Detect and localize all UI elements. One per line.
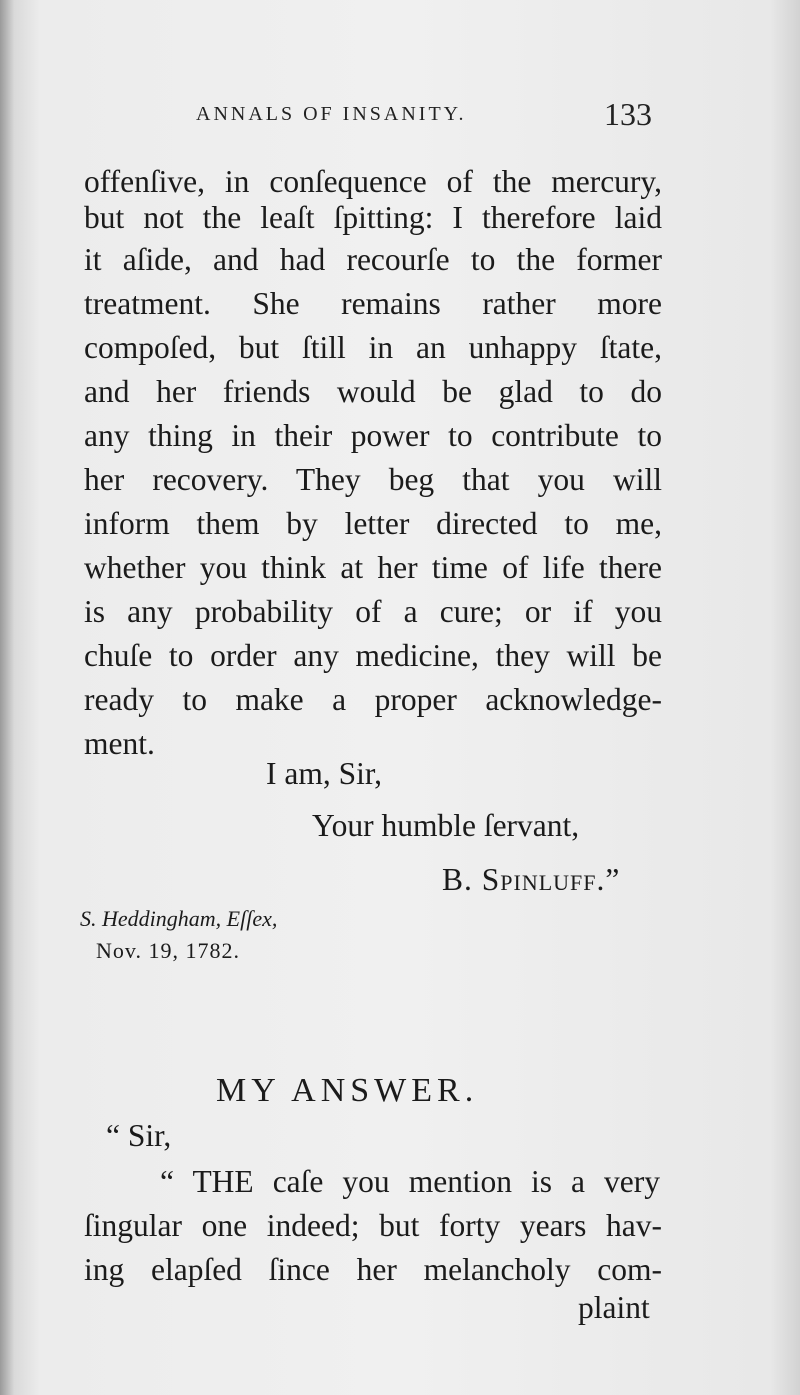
section-heading: MY ANSWER. bbox=[216, 1072, 479, 1109]
answer-salutation: “ Sir, bbox=[106, 1118, 172, 1153]
dateline-date: Nov. 19, 1782. bbox=[96, 938, 240, 963]
body-line: ready to make a proper acknowledge- bbox=[84, 682, 662, 717]
body-line: treatment. She remains rather more bbox=[84, 286, 662, 321]
body-line: whether you think at her time of life there bbox=[84, 550, 662, 585]
running-title: ANNALS OF INSANITY. bbox=[196, 103, 467, 125]
body-line: inform them by letter directed to me, bbox=[84, 506, 662, 541]
body-line: ment. bbox=[84, 726, 155, 761]
body-line: her recovery. They beg that you will bbox=[84, 462, 662, 497]
letter-salutation: I am, Sir, bbox=[266, 756, 382, 791]
body-line: it aſide, and had recourſe to the former bbox=[84, 242, 662, 277]
body-line: but not the leaſt ſpitting: I therefore laid bbox=[84, 200, 662, 235]
body-line: is any probability of a cure; or if you bbox=[84, 594, 662, 629]
body-line: and her friends would be glad to do bbox=[84, 374, 662, 409]
body-line: offenſive, in conſequence of the mercury, bbox=[84, 164, 662, 199]
letter-signature: B. Spinluff.” bbox=[442, 862, 621, 897]
answer-line: ing elapſed ſince her melancholy com- bbox=[84, 1252, 662, 1287]
dateline-place: S. Heddingham, Eſſex, bbox=[80, 906, 278, 931]
letter-valediction: Your humble ſervant, bbox=[312, 808, 580, 843]
answer-line: ſingular one indeed; but forty years hav- bbox=[84, 1208, 662, 1243]
page-number: 133 bbox=[604, 96, 652, 132]
body-line: compoſed, but ſtill in an unhappy ſtate, bbox=[84, 330, 662, 365]
answer-line: “ THE caſe you mention is a very bbox=[160, 1164, 660, 1199]
catchword: plaint bbox=[578, 1290, 650, 1325]
body-line: chuſe to order any medicine, they will be bbox=[84, 638, 662, 673]
page-gutter-shadow bbox=[0, 0, 14, 1395]
body-line: any thing in their power to contribute to bbox=[84, 418, 662, 453]
